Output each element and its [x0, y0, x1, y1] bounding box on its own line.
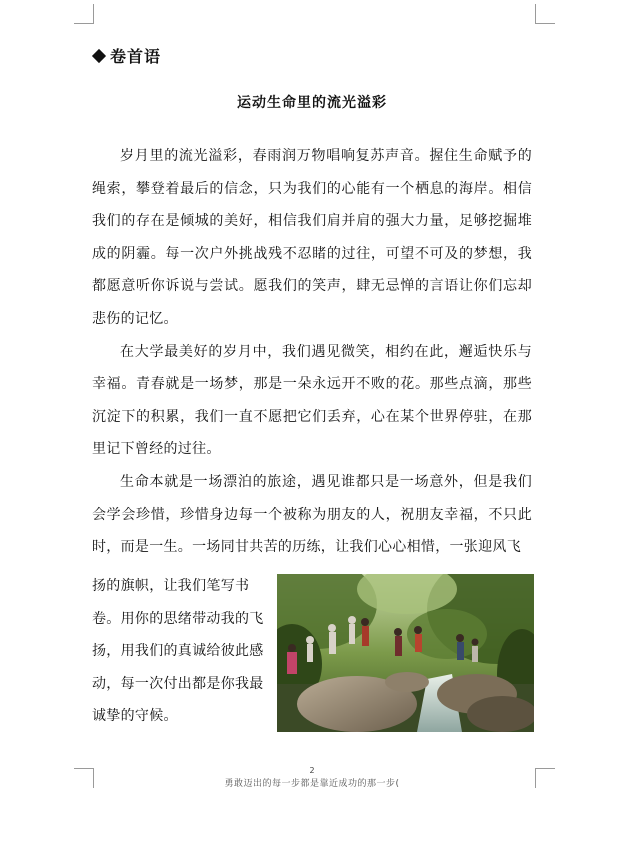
crop-mark-top-left	[74, 4, 94, 24]
hikers-crossing-stream-photo	[277, 574, 534, 732]
wrap-line: 诚挚的守候。	[92, 708, 178, 725]
article-body	[92, 140, 532, 564]
wrap-line: 扬，用我们的真诚给彼此感	[92, 643, 264, 660]
wrap-line: 动，每一次付出都是你我最	[92, 675, 264, 692]
crop-mark-top-right	[535, 4, 555, 24]
paragraph-3: 生命本就是一场漂泊的旅途，遇见谁都只是一场意外，但是我们会学会珍惜，珍惜身边每一个被称为朋友的人，祝朋友幸福，不只此时，而是一生。一场同甘共苦的历练，让我们心心相惜，一张迎风飞	[92, 473, 532, 556]
section-heading	[92, 44, 161, 67]
footer-slogan: 勇敢迈出的每一步都是靠近成功的那一步(	[224, 779, 400, 789]
diamond-bullet-icon	[92, 48, 106, 62]
wrapped-text-block	[92, 570, 272, 733]
section-label: 卷首语	[110, 47, 162, 66]
article-title: 运动生命里的流光溢彩	[237, 95, 387, 111]
paragraph-1: 岁月里的流光溢彩，春雨润万物唱响复苏声音。握住生命赋予的绳索，攀登着最后的信念，只为我们的心能有一个栖息的海岸。相信我们的存在是倾城的美好，相信我们肩并肩的强大力量，足够挖掘堆成的阴霾。每一次户外挑战残不忍睹的过往，可望不可及的梦想，我都愿意听你诉说与尝试。愿我们的笑声，肆无忌惮的言语让你们忘却悲伤的记忆。	[92, 148, 532, 327]
wrap-line: 卷。用你的思绪带动我的飞	[92, 610, 264, 627]
wrap-line: 扬的旗帜，让我们笔写书	[92, 578, 250, 594]
page-number: 2	[309, 766, 315, 775]
paragraph-2: 在大学最美好的岁月中，我们遇见微笑，相约在此，邂逅快乐与幸福。青春就是一场梦，那是一朵永远开不败的花。那些点滴，那些沉淀下的积累，我们一直不愿把它们丢弃，心在某个世界停驻，在那里记下曾经的过往。	[92, 343, 532, 458]
